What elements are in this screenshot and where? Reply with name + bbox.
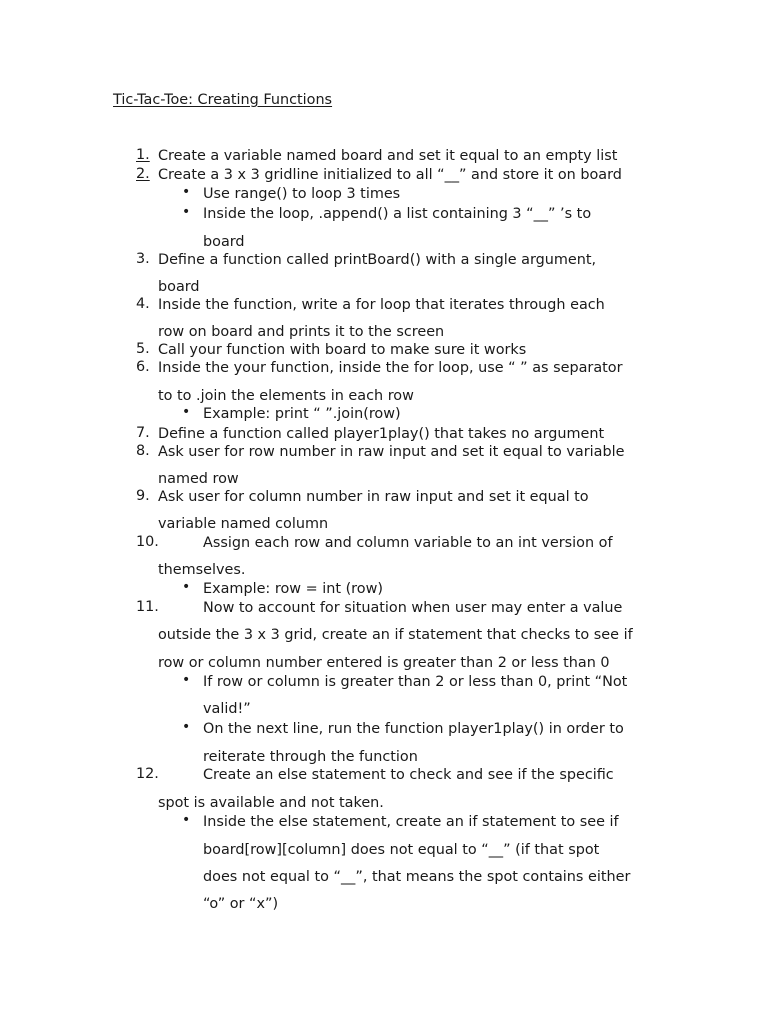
- list-item-text: row or column number entered is greater than 2 or less than 0: [158, 655, 610, 671]
- bullet-text: Example: row = int (row): [203, 581, 383, 597]
- list-item-text: Create a 3 x 3 gridline initialized to all “__” and store it on board: [158, 167, 622, 183]
- list-number: 5.: [136, 341, 150, 357]
- list-item-text: themselves.: [158, 562, 246, 578]
- list-item-text: Call your function with board to make sure it works: [158, 342, 527, 358]
- bullet-icon: •: [182, 719, 191, 735]
- list-number: 11.: [136, 599, 159, 615]
- bullet-text: valid!”: [203, 701, 251, 717]
- list-item-text: variable named column: [158, 516, 329, 532]
- bullet-text: Inside the loop, .append() a list containing 3 “__” ’s to: [203, 206, 592, 222]
- list-item-text: Define a function called printBoard() with a single argument,: [158, 252, 597, 268]
- document-title: Tic-Tac-Toe: Creating Functions: [113, 92, 333, 108]
- list-item-text: outside the 3 x 3 grid, create an if statement that checks to see if: [158, 627, 633, 643]
- bullet-text: Use range() to loop 3 times: [203, 186, 401, 202]
- bullet-text: reiterate through the function: [203, 749, 418, 765]
- list-item-text: spot is available and not taken.: [158, 795, 384, 811]
- list-item-text: Create an else statement to check and see if the specific: [203, 767, 614, 783]
- bullet-text: Inside the else statement, create an if statement to see if: [203, 814, 619, 830]
- list-number: 9.: [136, 488, 150, 504]
- list-item-text: Create a variable named board and set it equal to an empty list: [158, 148, 618, 164]
- list-number: 12.: [136, 766, 159, 782]
- bullet-text: board[row][column] does not equal to “__” (if that spot: [203, 842, 600, 858]
- list-number: 4.: [136, 296, 150, 312]
- bullet-text: If row or column is greater than 2 or less than 0, print “Not: [203, 674, 628, 690]
- bullet-icon: •: [182, 404, 191, 420]
- list-item-text: named row: [158, 471, 239, 487]
- list-item-text: Ask user for row number in raw input and set it equal to variable: [158, 444, 625, 460]
- list-number: 1.: [136, 147, 150, 163]
- list-number: 8.: [136, 443, 150, 459]
- list-item-text: row on board and prints it to the screen: [158, 324, 445, 340]
- list-item-text: Assign each row and column variable to an int version of: [203, 535, 613, 551]
- list-item-text: Inside the your function, inside the for loop, use “ ” as separator: [158, 360, 623, 376]
- bullet-text: On the next line, run the function player1play() in order to: [203, 721, 624, 737]
- list-number: 2.: [136, 166, 150, 182]
- bullet-icon: •: [182, 579, 191, 595]
- bullet-text: does not equal to “__”, that means the spot contains either: [203, 869, 631, 885]
- list-item-text: Now to account for situation when user may enter a value: [203, 600, 623, 616]
- list-number: 3.: [136, 251, 150, 267]
- list-item-text: to to .join the elements in each row: [158, 388, 414, 404]
- bullet-icon: •: [182, 812, 191, 828]
- bullet-icon: •: [182, 672, 191, 688]
- list-number: 6.: [136, 359, 150, 375]
- list-item-text: board: [158, 279, 200, 295]
- bullet-icon: •: [182, 204, 191, 220]
- list-item-text: Ask user for column number in raw input and set it equal to: [158, 489, 589, 505]
- list-item-text: Define a function called player1play() that takes no argument: [158, 426, 605, 442]
- list-number: 7.: [136, 425, 150, 441]
- bullet-text: “o” or “x”): [203, 896, 279, 912]
- list-item-text: Inside the function, write a for loop that iterates through each: [158, 297, 605, 313]
- list-number: 10.: [136, 534, 159, 550]
- bullet-text: board: [203, 234, 245, 250]
- bullet-icon: •: [182, 184, 191, 200]
- bullet-text: Example: print “ ”.join(row): [203, 406, 401, 422]
